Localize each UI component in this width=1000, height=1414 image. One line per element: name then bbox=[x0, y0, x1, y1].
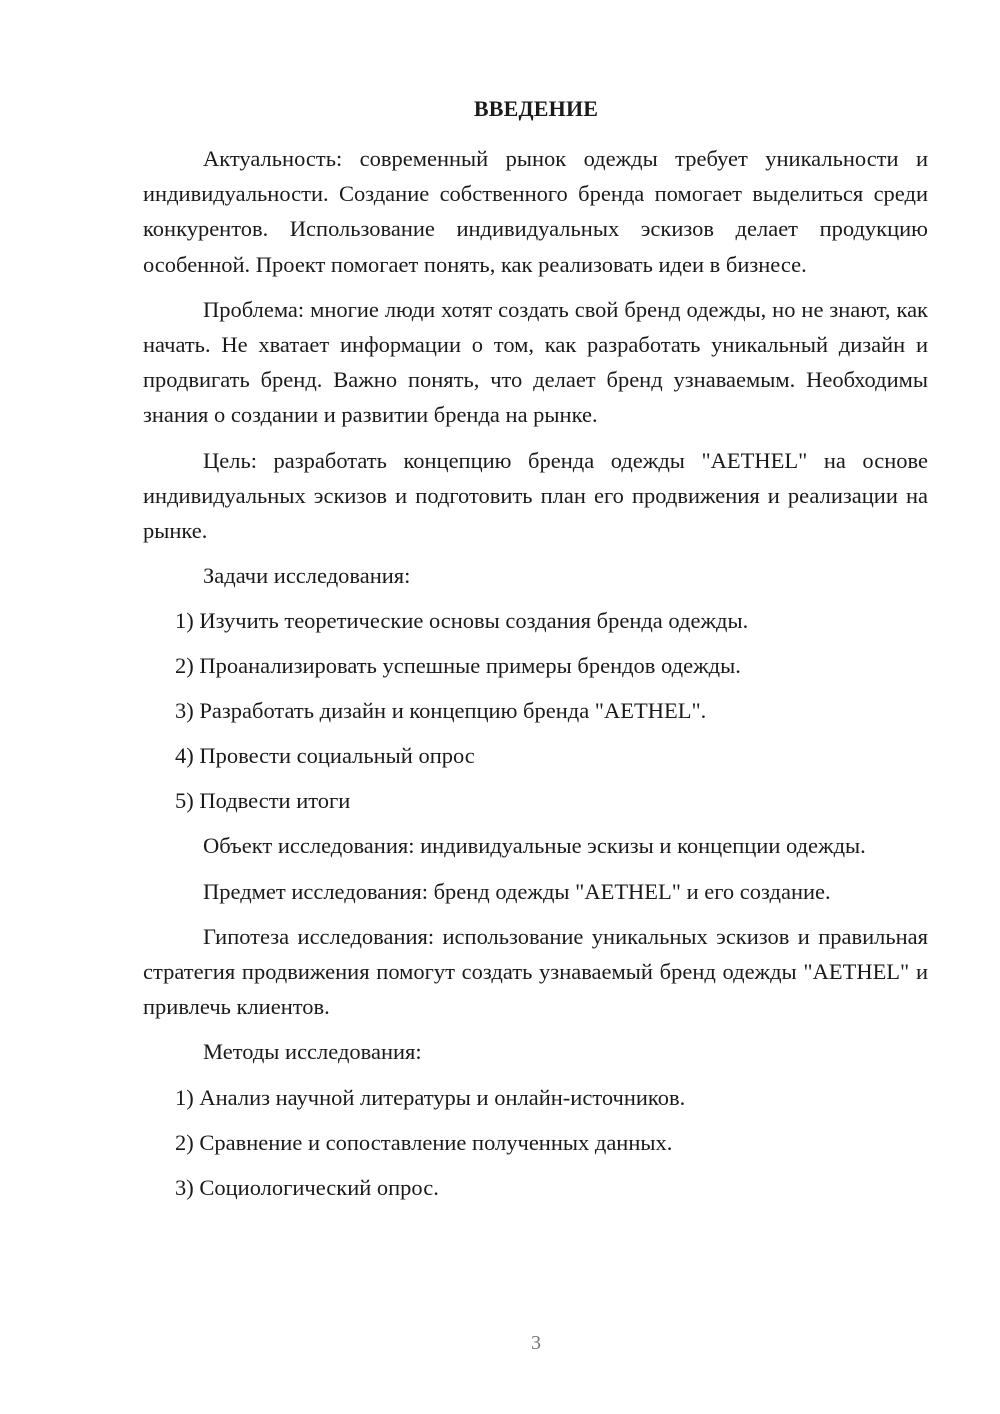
task-item-5: 5) Подвести итоги bbox=[175, 788, 351, 814]
hypothesis-paragraph: Гипотеза исследования: использование уникальных эскизов и правильная стратегия продвижения помогут создать узнаваемый бренд одежды "AETHEL" и привлечь клиентов. bbox=[143, 923, 928, 1020]
relevance-paragraph: Актуальность: современный рынок одежды требует уникальности и индивидуальности. Создание собственного бренда помогает выделиться среди конкурентов. Использование индивидуальных эскизов делает продукцию особенной. Проект помогает понять, как реализовать идеи в бизнесе. bbox=[143, 146, 928, 277]
subject-paragraph: Предмет исследования: бренд одежды "AETHEL" и его создание. bbox=[203, 878, 831, 904]
method-item-1: 1) Анализ научной литературы и онлайн-источников. bbox=[175, 1084, 686, 1110]
object-paragraph: Объект исследования: индивидуальные эскизы и концепции одежды. bbox=[203, 833, 866, 859]
task-item-2: 2) Проанализировать успешные примеры брендов одежды. bbox=[175, 653, 741, 679]
page-number: 3 bbox=[531, 1332, 541, 1354]
method-item-3: 3) Социологический опрос. bbox=[175, 1174, 439, 1200]
method-item-2: 2) Сравнение и сопоставление полученных данных. bbox=[175, 1129, 673, 1155]
methods-heading: Методы исследования: bbox=[203, 1039, 422, 1065]
body-text bbox=[143, 141, 928, 1205]
task-item-4: 4) Провести социальный опрос bbox=[175, 743, 475, 769]
tasks-heading: Задачи исследования: bbox=[203, 563, 411, 589]
problem-paragraph: Проблема: многие люди хотят создать свой бренд одежды, но не знают, как начать. Не хватает информации о том, как разработать уникальный дизайн и продвигать бренд. Важно понять, что делает бренд узнаваемым. Необходимы знания о создании и развитии бренда на рынке. bbox=[143, 296, 928, 428]
task-item-1: 1) Изучить теоретические основы создания бренда одежды. bbox=[175, 608, 749, 634]
goal-paragraph: Цель: разработать концепцию бренда одежды "AETHEL" на основе индивидуальных эскизов и подготовить план его продвижения и реализации на рынке. bbox=[143, 447, 928, 544]
task-item-3: 3) Разработать дизайн и концепцию бренда "AETHEL". bbox=[175, 698, 707, 724]
page-title: ВВЕДЕНИЕ bbox=[473, 96, 599, 121]
